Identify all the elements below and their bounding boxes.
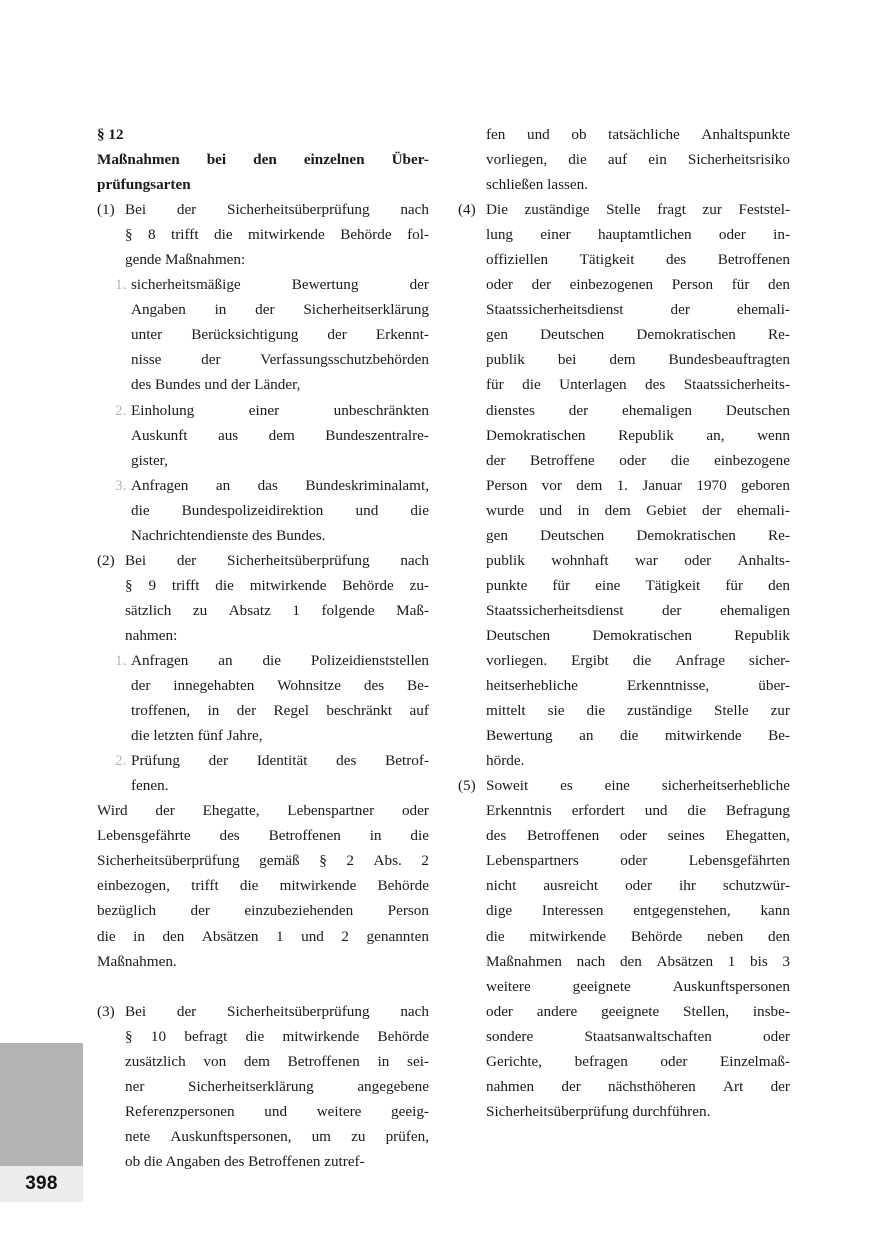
text-line: troffenen, in der Regel beschränkt auf — [131, 702, 429, 720]
sub-list-2 — [97, 648, 429, 798]
right-column — [458, 122, 790, 1174]
text-line: dienstes der ehemaligen Deutschen — [486, 401, 790, 419]
list-item-text — [131, 398, 429, 473]
text-line: Lebenspartners oder Lebensgefährten — [486, 852, 790, 870]
text-line: nahmen: — [125, 626, 178, 644]
text-line: der innegehabten Wohnsitze des Be- — [131, 677, 429, 695]
paragraph-marker: (4) — [458, 201, 476, 219]
list-item — [97, 748, 429, 798]
text-line: der Betroffene oder die einbezogene — [486, 451, 790, 469]
text-line: Wird der Ehegatte, Lebenspartner oder — [97, 802, 429, 820]
text-line: nahmen der nächsthöheren Art der — [486, 1077, 790, 1095]
paragraph-marker: (2) — [97, 551, 115, 569]
text-line: fen und ob tatsächliche Anhaltspunkte — [486, 126, 790, 143]
text-line: dige Interessen entgegenstehen, kann — [486, 902, 790, 920]
text-line: Angaben in der Sicherheitserklärung — [131, 301, 429, 319]
list-marker: 3. — [115, 476, 127, 494]
text-line: ner Sicherheitserklärung angegebene — [125, 1077, 429, 1095]
text-line: gen Deutschen Demokratischen Re- — [486, 326, 790, 344]
page-number: 398 — [25, 1173, 58, 1194]
list-item — [97, 473, 429, 548]
text-line: Lebensgefährte des Betroffenen in die — [97, 827, 429, 845]
paragraph-marker: (1) — [97, 201, 115, 219]
text-line: vorliegen. Ergibt die Anfrage sicher- — [486, 651, 790, 669]
paragraph-unnumbered — [97, 798, 429, 973]
text-line: unter Berücksichtigung der Erkennt- — [131, 326, 429, 344]
paragraph-3-continued — [458, 122, 790, 197]
text-line: punkte für eine Tätigkeit für den — [486, 576, 790, 594]
text-line: Auskunft aus dem Bundeszentralre- — [131, 426, 429, 444]
text-line: Die zuständige Stelle fragt zur Feststel- — [486, 201, 790, 219]
paragraph-text — [486, 122, 790, 197]
list-item — [97, 272, 429, 397]
text-line: Deutschen Demokratischen Republik — [486, 626, 790, 644]
text-line: § 8 trifft die mitwirkende Behörde fol- — [125, 226, 429, 244]
page-marker-tab — [0, 1043, 83, 1166]
text-line: nicht ausreicht oder ihr schutzwür- — [486, 877, 790, 895]
text-line: Referenzpersonen und weitere geeig- — [125, 1102, 429, 1120]
text-line: zusätzlich von dem Betroffenen in sei- — [125, 1052, 429, 1070]
paragraph-5 — [458, 773, 790, 1124]
list-marker: 1. — [115, 276, 127, 294]
list-item — [97, 648, 429, 748]
section-title-line: prüfungsarten — [97, 176, 191, 194]
text-line: oder der einbezogenen Person für den — [486, 276, 790, 294]
paragraph-marker: (5) — [458, 777, 476, 795]
text-line: Anfragen an das Bundeskriminalamt, — [131, 476, 429, 494]
text-line: Demokratischen Republik an, wenn — [486, 426, 790, 444]
text-line: ob die Angaben des Betroffenen zutref- — [125, 1152, 365, 1170]
text-line: Soweit es eine sicherheitserhebliche — [486, 777, 790, 795]
page-number-box — [0, 1166, 83, 1202]
text-line: offiziellen Tätigkeit des Betroffenen — [486, 251, 790, 269]
text-line: Staatssicherheitsdienst der ehemali- — [486, 301, 790, 319]
text-line: Bei der Sicherheitsüberprüfung nach — [125, 201, 429, 219]
text-line: sicherheitsmäßige Bewertung der — [131, 276, 429, 294]
text-line: Bei der Sicherheitsüberprüfung nach — [125, 551, 429, 569]
paragraph-text — [486, 773, 790, 1124]
paragraph-3 — [97, 999, 429, 1174]
text-line: nisse der Verfassungsschutzbehörden — [131, 351, 429, 369]
list-item — [97, 398, 429, 473]
paragraph-4 — [458, 197, 790, 773]
text-line: wurde und in dem Gebiet der ehemali- — [486, 501, 790, 519]
text-line: des Bundes und der Länder, — [131, 376, 301, 394]
text-line: bezüglich der einzubeziehenden Person — [97, 902, 429, 920]
section-title-line: Maßnahmen bei den einzelnen Über- — [97, 151, 429, 169]
left-column — [97, 122, 429, 1174]
text-line: heitserhebliche Erkenntnisse, über- — [486, 677, 790, 695]
text-line: Bei der Sicherheitsüberprüfung nach — [125, 1002, 429, 1020]
text-line: die mitwirkende Behörde neben den — [486, 927, 790, 945]
text-line: gende Maßnahmen: — [125, 251, 246, 269]
text-line: Sicherheitsüberprüfung gemäß § 2 Abs. 2 — [97, 852, 429, 870]
list-item-text — [131, 648, 429, 748]
text-line: Sicherheitsüberprüfung durchführen. — [486, 1102, 711, 1120]
text-line: § 10 befragt die mitwirkende Behörde — [125, 1027, 429, 1045]
text-line: schließen lassen. — [486, 176, 589, 194]
text-line: gen Deutschen Demokratischen Re- — [486, 526, 790, 544]
paragraph-marker: (3) — [97, 1002, 115, 1020]
text-line: Person vor dem 1. Januar 1970 geboren — [486, 476, 790, 494]
text-line: Anfragen an die Polizeidienststellen — [131, 651, 429, 669]
sub-list-1 — [97, 272, 429, 548]
text-line: publik bei dem Bundesbeauftragten — [486, 351, 790, 369]
list-marker: 2. — [115, 752, 127, 770]
text-line: fenen. — [131, 777, 169, 795]
section-title — [97, 147, 429, 197]
text-line: sondere Staatsanwaltschaften oder — [486, 1027, 790, 1045]
text-line: Einholung einer unbeschränkten — [131, 401, 429, 419]
paragraph-2 — [97, 548, 429, 648]
text-line: die in den Absätzen 1 und 2 genannten — [97, 927, 429, 945]
text-line: die letzten fünf Jahre, — [131, 727, 263, 745]
text-line: Maßnahmen. — [97, 952, 177, 970]
text-line: oder andere geeignete Stellen, insbe- — [486, 1002, 790, 1020]
text-line: gister, — [131, 451, 168, 469]
text-line: Gerichte, befragen oder Einzelmaß- — [486, 1052, 790, 1070]
paragraph-text — [125, 999, 429, 1174]
text-line: Staatssicherheitsdienst der ehemaligen — [486, 601, 790, 619]
section-number: § 12 — [97, 126, 124, 143]
text-line: die Bundespolizeidirektion und die — [131, 501, 429, 519]
paragraph-text — [125, 197, 429, 272]
text-line: nete Auskunftspersonen, um zu prüfen, — [125, 1127, 429, 1145]
text-line: Prüfung der Identität des Betrof- — [131, 752, 429, 770]
text-line: Nachrichtendienste des Bundes. — [131, 526, 326, 544]
text-line: publik wohnhaft war oder Anhalts- — [486, 551, 790, 569]
list-marker: 2. — [115, 401, 127, 419]
document-body — [97, 122, 790, 1174]
text-line: § 9 trifft die mitwirkende Behörde zu- — [125, 576, 429, 594]
list-item-text — [131, 272, 429, 397]
list-item-text — [131, 748, 429, 798]
text-line: für die Unterlagen des Staatssicherheits- — [486, 376, 790, 394]
paragraph-spacer — [97, 974, 429, 999]
text-line: Maßnahmen nach den Absätzen 1 bis 3 — [486, 952, 790, 970]
text-line: sätzlich zu Absatz 1 folgende Maß- — [125, 601, 429, 619]
text-line: hörde. — [486, 752, 525, 770]
text-line: des Betroffenen oder seines Ehegatten, — [486, 827, 790, 845]
text-line: vorliegen, die auf ein Sicherheitsrisiko — [486, 151, 790, 169]
text-line: weitere geeignete Auskunftspersonen — [486, 977, 790, 995]
paragraph-marker-empty — [458, 122, 486, 197]
text-line: Bewertung an die mitwirkende Be- — [486, 727, 790, 745]
paragraph-text — [486, 197, 790, 773]
paragraph-text — [125, 548, 429, 648]
text-line: Erkenntnis erfordert und die Befragung — [486, 802, 790, 820]
text-line: einbezogen, trifft die mitwirkende Behörde — [97, 877, 429, 895]
list-item-text — [131, 473, 429, 548]
list-marker: 1. — [115, 651, 127, 669]
text-line: lung einer hauptamtlichen oder in- — [486, 226, 790, 244]
text-line: mittelt sie die zuständige Stelle zur — [486, 702, 790, 720]
paragraph-1 — [97, 197, 429, 272]
